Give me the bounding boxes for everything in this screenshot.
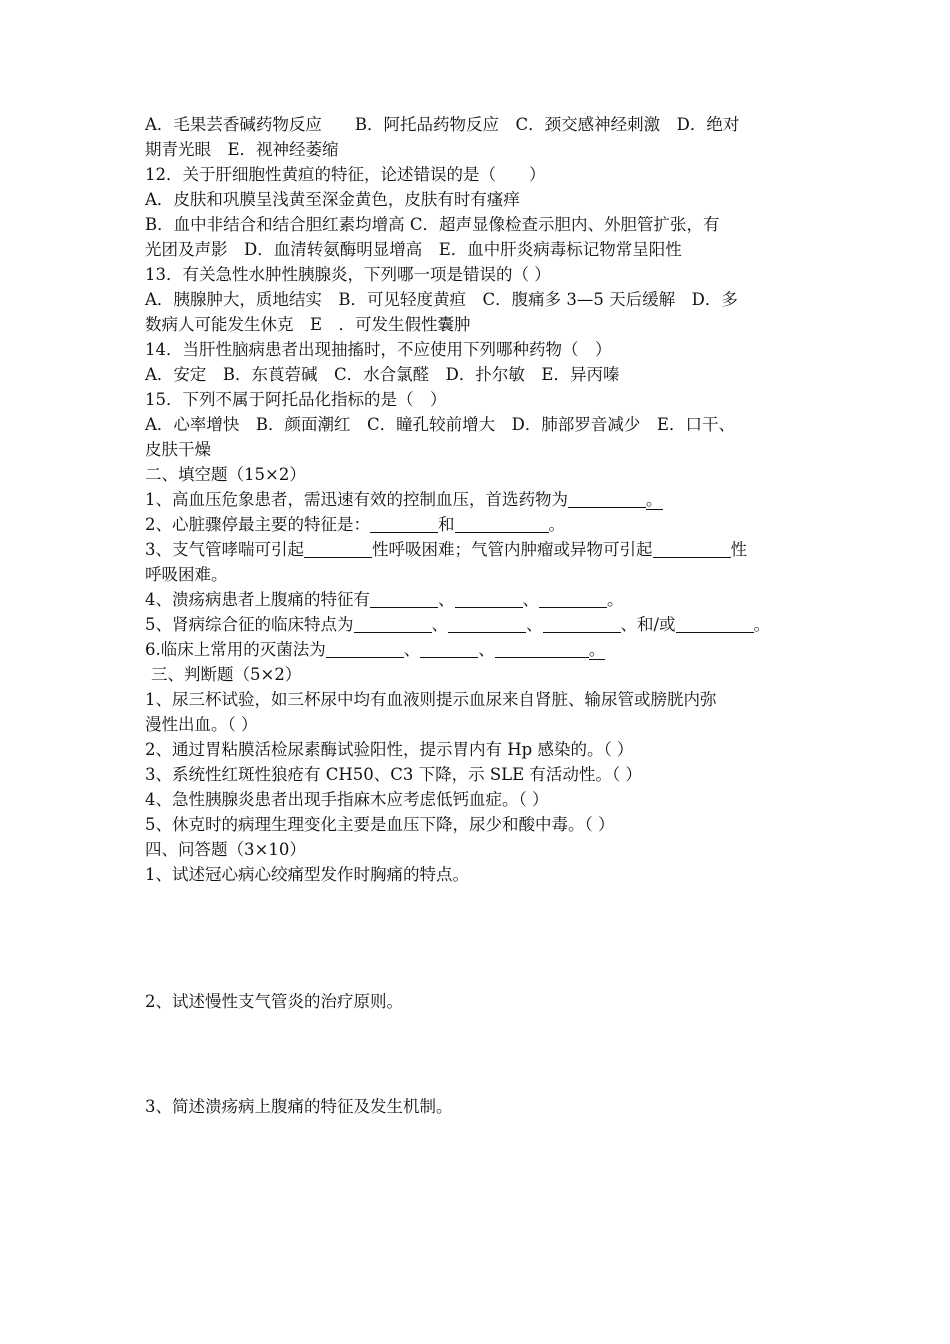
- judge-4: 4、急性胰腺炎患者出现手指麻木应考虑低钙血症。（ ）: [145, 790, 549, 809]
- essay-3-answer-space[interactable]: [145, 1119, 813, 1221]
- fill-6-blank-3[interactable]: [495, 638, 589, 658]
- fill-4-blank-3[interactable]: [539, 588, 607, 608]
- q15-options-line1: A．心率增快 B．颜面潮红 C．瞳孔较前增大 D．肺部罗音减少 E．口干、: [145, 415, 735, 434]
- fill-5-sep-1: 、: [431, 615, 448, 634]
- q14-options: A．安定 B．东莨菪碱 C．水合氯醛 D．扑尔敏 E．异丙嗪: [145, 365, 620, 384]
- q11-options-line1: A．毛果芸香碱药物反应 B．阿托品药物反应 C．颈交感神经刺激 D．绝对: [145, 115, 740, 134]
- fill-2: [145, 512, 813, 537]
- fill-4: [145, 587, 813, 612]
- q13-options-line1: A．胰腺肿大，质地结实 B．可见轻度黄疸 C．腹痛多 3—5 天后缓解 D．多: [145, 290, 738, 309]
- q12-options-line1: B．血中非结合和结合胆红素均增高 C．超声显像检查示胆内、外胆管扩张，有: [145, 215, 720, 234]
- essay-1-answer-space[interactable]: [145, 887, 813, 989]
- q12-options-line2: 光团及声影 D．血清转氨酶明显增高 E．血中肝炎病毒标记物常呈阳性: [145, 240, 682, 259]
- q12-option-a: A．皮肤和巩膜呈浅黄至深金黄色，皮肤有时有瘙痒: [145, 190, 520, 209]
- fill-6: [145, 637, 813, 662]
- fill-3-line2: 呼吸困难。: [145, 565, 228, 584]
- q15-stem: 15．下列不属于阿托品化指标的是（ ）: [145, 390, 447, 409]
- essay-2-answer-space[interactable]: [145, 1014, 813, 1094]
- fill-3-text-c: 性: [730, 540, 747, 559]
- fill-2-and: 和: [438, 515, 455, 534]
- fill-5-text: 5、肾病综合征的临床特点为: [145, 615, 354, 634]
- fill-1: [145, 487, 813, 512]
- q11-options-line2: 期青光眼 E．视神经萎缩: [145, 140, 339, 159]
- fill-2-blank-2[interactable]: [455, 513, 549, 533]
- essay-2: 2、试述慢性支气管炎的治疗原则。: [145, 992, 403, 1011]
- fill-4-blank-1[interactable]: [370, 588, 438, 608]
- fill-6-blank-2[interactable]: [420, 638, 478, 658]
- judge-1-line1: 1、尿三杯试验，如三杯尿中均有血液则提示血尿来自肾脏、输尿管或膀胱内弥: [145, 690, 717, 709]
- judge-2: 2、通过胃粘膜活检尿素酶试验阳性，提示胃内有 Hp 感染的。（ ）: [145, 740, 634, 759]
- fill-5: [145, 612, 813, 637]
- fill-1-text: 1、高血压危象患者，需迅速有效的控制血压，首选药物为: [145, 490, 568, 509]
- q14-stem: 14．当肝性脑病患者出现抽搐时，不应使用下列哪种药物（ ）: [145, 340, 612, 359]
- fill-5-andor: 、和/或: [620, 615, 676, 634]
- q13-options-line2: 数病人可能发生休克 E ．可发生假性囊肿: [145, 315, 471, 334]
- fill-4-end: 。: [607, 590, 624, 609]
- fill-5-blank-2[interactable]: [448, 613, 526, 633]
- fill-4-sep-1: 、: [438, 590, 455, 609]
- essay-1: 1、试述冠心病心绞痛型发作时胸痛的特点。: [145, 865, 469, 884]
- fill-5-blank-3[interactable]: [543, 613, 621, 633]
- section2-title: 二、填空题（15×2）: [145, 465, 306, 484]
- fill-1-blank[interactable]: [568, 488, 646, 508]
- section3-title: 三、判断题（5×2）: [151, 665, 302, 684]
- q15-options-line2: 皮肤干燥: [145, 440, 211, 459]
- exam-page: [145, 112, 813, 1221]
- fill-5-blank-1[interactable]: [354, 613, 432, 633]
- fill-5-sep-2: 、: [526, 615, 543, 634]
- judge-5: 5、休克时的病理生理变化主要是血压下降，尿少和酸中毒。（ ）: [145, 815, 615, 834]
- fill-3-text-b: 性呼吸困难；气管内肿瘤或异物可引起: [372, 540, 653, 559]
- fill-4-sep-2: 、: [522, 590, 539, 609]
- fill-3: [145, 537, 813, 562]
- fill-3-blank-1[interactable]: [304, 538, 372, 558]
- section4-title: 四、问答题（3×10）: [145, 840, 306, 859]
- fill-6-blank-1[interactable]: [326, 638, 404, 658]
- fill-6-end: 。: [588, 640, 606, 659]
- q12-stem: 12．关于肝细胞性黄疸的特征，论述错误的是（ ）: [145, 165, 546, 184]
- q13-stem: 13．有关急性水肿性胰腺炎，下列哪一项是错误的（ ）: [145, 265, 551, 284]
- fill-4-blank-2[interactable]: [455, 588, 523, 608]
- fill-1-end: 。: [646, 490, 663, 509]
- fill-5-end: 。: [753, 615, 771, 634]
- fill-3-blank-2[interactable]: [653, 538, 731, 558]
- fill-6-text: 6.临床上常用的灭菌法为: [145, 640, 326, 659]
- fill-5-blank-4[interactable]: [676, 613, 754, 633]
- fill-2-text: 2、心脏骤停最主要的特征是：: [145, 515, 370, 534]
- fill-3-text-a: 3、支气管哮喘可引起: [145, 540, 304, 559]
- fill-6-sep-1: 、: [403, 640, 421, 659]
- fill-2-end: 。: [548, 515, 565, 534]
- fill-4-text: 4、溃疡病患者上腹痛的特征有: [145, 590, 370, 609]
- fill-2-blank-1[interactable]: [370, 513, 438, 533]
- judge-3: 3、系统性红斑性狼疮有 CH50、C3 下降，示 SLE 有活动性。（ ）: [145, 765, 642, 784]
- fill-6-sep-2: 、: [478, 640, 495, 659]
- essay-3: 3、简述溃疡病上腹痛的特征及发生机制。: [145, 1097, 453, 1116]
- judge-1-line2: 漫性出血。（ ）: [145, 715, 258, 734]
